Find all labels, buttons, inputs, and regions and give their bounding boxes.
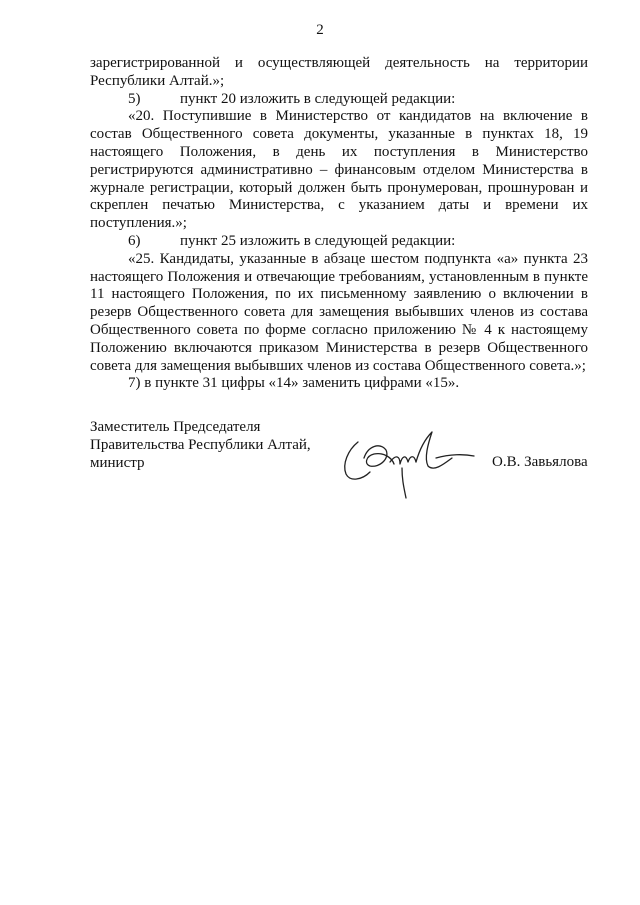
list-item-number: 6) <box>128 232 141 249</box>
signatory-title-line: Заместитель Председателя <box>90 419 261 435</box>
paragraph-point-25: «25. Кандидаты, указанные в абзаце шестом подпункта «а» пункта 23 настоящего Положения и отвечающие требованиям, установленным в пункте 11 настоящего Положения, по их письменному заявлению о включении в резерв Общественного совета для замещения выбывших членов из состава Общественного совета по форме согласно приложению № 4 к настоящему Положению включаются приказом Министерства в резерв Общественного совета для замещения выбывших членов из состава Общественного совета.»; <box>90 250 588 374</box>
signatory-title-line: министр <box>90 455 145 471</box>
list-item-6 <box>90 233 588 251</box>
list-item-text: пункт 20 изложить в следующей редакции: <box>180 90 456 107</box>
page-number: 2 <box>316 22 324 38</box>
paragraph-point-20: «20. Поступившие в Министерство от кандидатов на включение в состав Общественного совета документы, указанные в пунктах 18, 19 настоящего Положения, в день их поступления в Министерство регистрируются административно – финансовым отделом Министерства в журнале регистрации, который должен быть пронумерован, прошнурован и скреплен печатью Министерства, с указанием даты и времени их поступления.»; <box>90 108 588 232</box>
handwritten-signature <box>340 428 480 500</box>
list-item-text: пункт 25 изложить в следующей редакции: <box>180 232 456 249</box>
document-body <box>90 55 588 393</box>
list-item-number: 5) <box>128 90 141 107</box>
signatory-title <box>90 418 320 472</box>
list-item-5 <box>90 91 588 109</box>
signatory-title-line: Правительства Республики Алтай, <box>90 437 311 453</box>
paragraph-point-31: 7) в пункте 31 цифры «14» заменить цифрами «15». <box>128 375 460 392</box>
paragraph-continuation: зарегистрированной и осуществляющей деятельность на территории Республики Алтай.»; <box>90 55 588 89</box>
signatory-name: О.В. Завьялова <box>492 454 588 470</box>
